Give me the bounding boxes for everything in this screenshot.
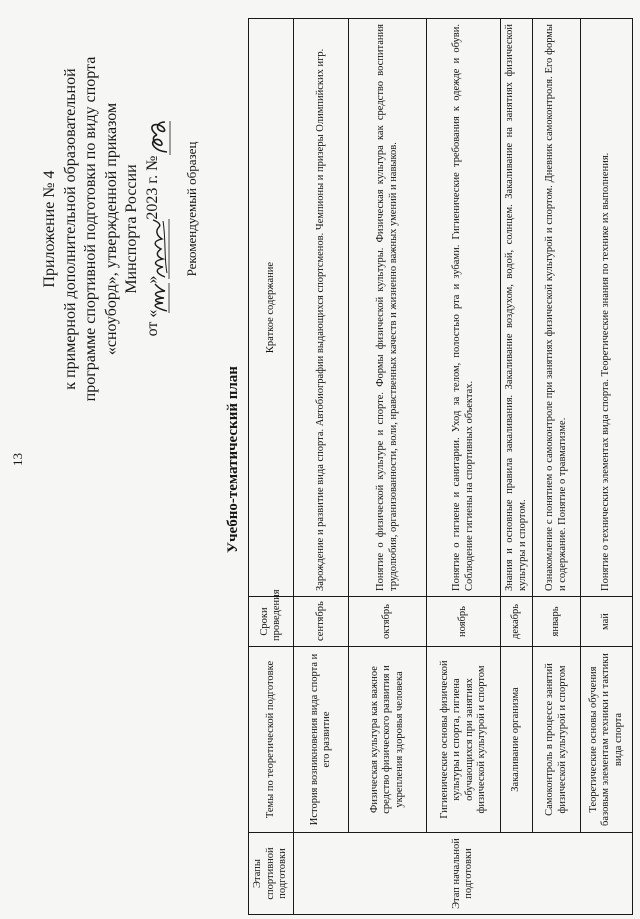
appendix-line-4: «сноуборд», утвержденной приказом [102, 102, 120, 356]
topic-cell: Гигиенические основы физической культуры и спорта, гигиена обучающихся при занятиях физической культурой и спортом [427, 647, 501, 833]
table-row [427, 19, 501, 915]
topic-cell: Закаливание организма [501, 647, 533, 833]
thematic-plan-table [248, 18, 633, 915]
appendix-header [40, 9, 163, 449]
period-cell: май [581, 597, 633, 647]
recommended-form-note: Рекомендуемый образец [184, 141, 199, 277]
table-row [294, 19, 349, 915]
period-cell: ноябрь [427, 597, 501, 647]
table-row [349, 19, 427, 915]
appendix-line-5: Минспорта России [123, 164, 140, 294]
summary-cell: Понятие о физической культуре и спорте. Формы физической культуры. Физическая культура как средство воспитания трудолюбия, организованности, воли, нравственных качеств и жизненно важных умений и навыков. [349, 19, 427, 597]
appendix-line-2: к примерной дополнительной образовательной [61, 68, 79, 390]
stage-cell: Этап начальной подготовки [294, 833, 633, 915]
page-number: 13 [10, 453, 25, 466]
order-date-line [143, 9, 164, 449]
topic-cell: Самоконтроль в процессе занятий физической культурой и спортом [533, 647, 581, 833]
period-cell: сентябрь [294, 597, 349, 647]
summary-cell: Понятие о гигиене и санитарии. Уход за телом, полостью рта и зубами. Гигиенические требования к одежде и обуви. Соблюдение гигиены на спортивных объектах. [427, 19, 501, 597]
order-date-year: 2023 г. № [143, 155, 161, 220]
header-summary: Краткое содержание [249, 19, 294, 597]
table-row [581, 19, 633, 915]
summary-cell: Знания и основные правила закаливания. Закаливание воздухом, водой, солнцем. Закаливание на занятиях физической культуры и спортом. [501, 19, 533, 597]
order-date-prefix: от « [143, 309, 161, 337]
summary-cell: Ознакомление с понятием о самоконтроле при занятиях физической культурой и спортом. Дневник самоконтроля. Его формы и содержание. Понятие о травматизме. [533, 19, 581, 597]
period-cell: октябрь [349, 597, 427, 647]
plan-title: Учебно-тематический план [225, 366, 241, 553]
table-row [533, 19, 581, 915]
appendix-line-3: программе спортивной подготовки по виду спорта [82, 56, 99, 402]
topic-cell: История возникновения вида спорта и его развитие [294, 647, 349, 833]
appendix-number: Приложение № 4 [41, 170, 58, 288]
topic-cell: Теоретические основы обучения базовым элементам техники и тактики вида спорта [581, 647, 633, 833]
table-row [501, 19, 533, 915]
topic-cell: Физическая культура как важное средство физического развития и укрепления здоровья человека [349, 647, 427, 833]
table-header-row [249, 19, 294, 915]
order-date-mid: » [143, 275, 161, 284]
summary-cell: Зарождение и развитие вида спорта. Автобиографии выдающихся спортсменов. Чемпионы и призеры Олимпийских игр. [294, 19, 349, 597]
header-period: Сроки проведения [249, 597, 294, 647]
summary-cell: Понятие о технических элементах вида спорта. Теоретические знания по технике их выполнения. [581, 19, 633, 597]
period-cell: декабрь [501, 597, 533, 647]
period-cell: январь [533, 597, 581, 647]
header-stage: Этапы спортивной подготовки [249, 833, 294, 915]
header-topic: Темы по теоретической подготовке [249, 647, 294, 833]
